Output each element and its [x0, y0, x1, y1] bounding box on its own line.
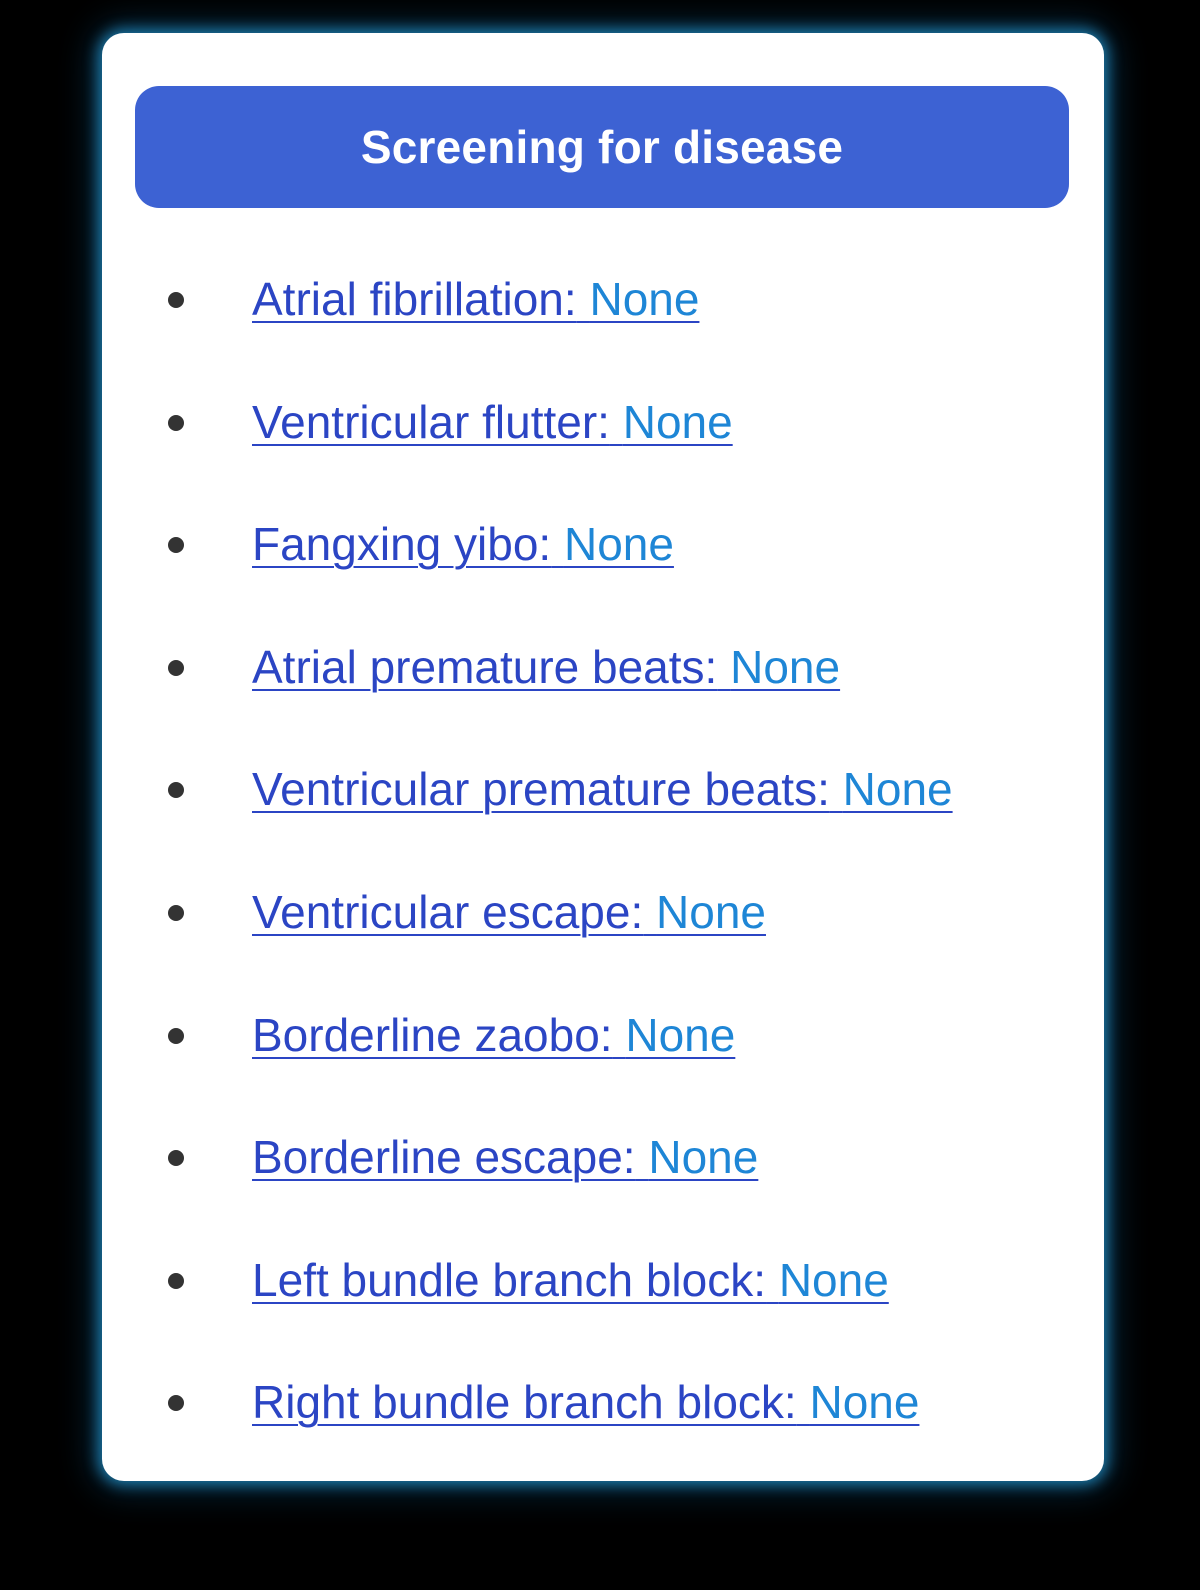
disease-label: Ventricular escape: — [252, 885, 644, 938]
list-item — [102, 1252, 1104, 1375]
disease-label: Fangxing yibo: — [252, 518, 552, 571]
disease-link-atrial-premature-beats[interactable] — [252, 639, 840, 695]
disease-label: Right bundle branch block: — [252, 1376, 797, 1429]
bullet-icon — [168, 1273, 184, 1289]
list-item — [102, 394, 1104, 517]
bullet-icon — [168, 1150, 184, 1166]
disease-link-atrial-fibrillation[interactable] — [252, 271, 699, 327]
list-item — [102, 884, 1104, 1007]
disease-link-borderline-zaobo[interactable] — [252, 1007, 735, 1063]
bullet-icon — [168, 415, 184, 431]
disease-label: Borderline zaobo: — [252, 1008, 613, 1061]
disease-link-borderline-escape[interactable] — [252, 1129, 758, 1185]
disease-label: Atrial premature beats: — [252, 640, 718, 693]
disease-link-left-bundle-branch-block[interactable] — [252, 1252, 889, 1308]
list-item — [102, 516, 1104, 639]
disease-value: None — [648, 1131, 759, 1184]
disease-value: None — [809, 1376, 920, 1429]
page-title: Screening for disease — [360, 121, 844, 173]
disease-value: None — [656, 885, 766, 938]
bullet-icon — [168, 782, 184, 798]
list-item — [102, 761, 1104, 884]
bullet-icon — [168, 537, 184, 553]
list-item — [102, 1129, 1104, 1252]
disease-value: None — [625, 1008, 736, 1061]
list-item — [102, 1007, 1104, 1130]
disease-link-right-bundle-branch-block[interactable] — [252, 1374, 919, 1430]
disease-value: None — [589, 273, 700, 325]
disease-label: Ventricular flutter: — [252, 395, 610, 448]
bullet-icon — [168, 1028, 184, 1044]
list-item — [102, 1374, 1104, 1497]
disease-label: Borderline escape: — [252, 1131, 636, 1184]
bullet-icon — [168, 905, 184, 921]
disease-link-ventricular-escape[interactable] — [252, 884, 766, 940]
bullet-icon — [168, 660, 184, 676]
disease-value: None — [563, 518, 674, 571]
list-item — [102, 271, 1104, 394]
disease-label: Atrial fibrillation: — [252, 273, 577, 325]
disease-link-fangxing-yibo[interactable] — [252, 516, 674, 572]
disease-label: Left bundle branch block: — [252, 1253, 767, 1306]
disease-link-ventricular-premature-beats[interactable] — [252, 761, 953, 817]
screening-card — [102, 33, 1104, 1481]
header-bar — [135, 86, 1069, 208]
disease-list — [102, 271, 1104, 1497]
disease-value: None — [622, 395, 733, 448]
disease-value: None — [730, 640, 841, 693]
bullet-icon — [168, 292, 184, 308]
disease-value: None — [842, 763, 953, 816]
disease-value: None — [778, 1253, 889, 1306]
list-item — [102, 639, 1104, 762]
disease-label: Ventricular premature beats: — [252, 763, 830, 816]
bullet-icon — [168, 1395, 184, 1411]
disease-link-ventricular-flutter[interactable] — [252, 394, 733, 450]
